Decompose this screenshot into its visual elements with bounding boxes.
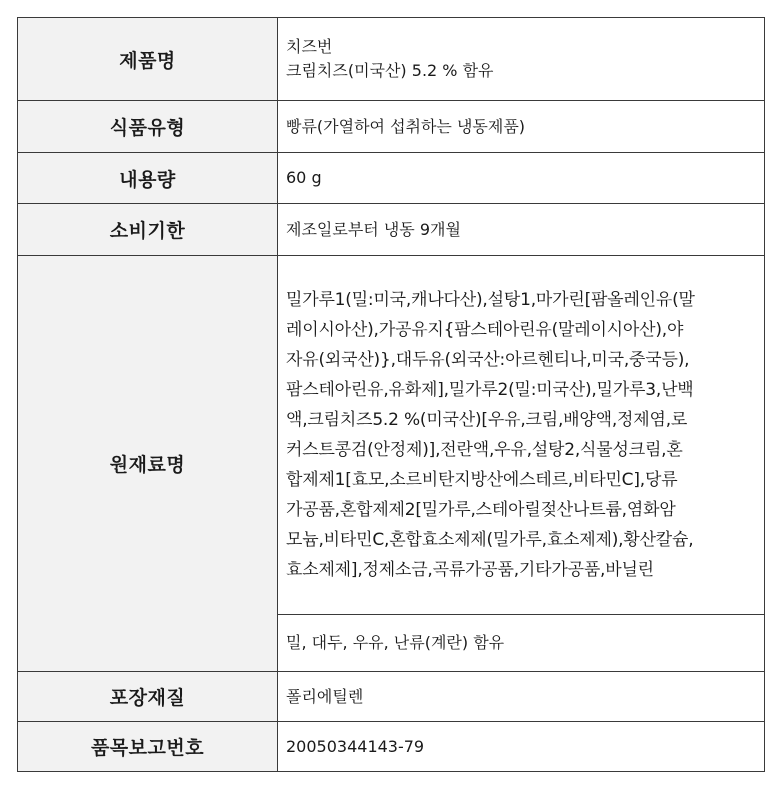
row-volume (18, 153, 765, 204)
value-packaging: 폴리에틸렌 (278, 672, 765, 722)
ingredients-line: 가공품,혼합제제2[밀가루,스테아릴젖산나트륨,염화암 (286, 500, 676, 520)
value-report-number: 20050344143-79 (278, 722, 765, 772)
label-volume: 내용량 (18, 153, 278, 204)
row-packaging (18, 672, 765, 722)
row-food-type (18, 101, 765, 153)
row-product-name (18, 18, 765, 101)
value-product-name (278, 18, 765, 101)
ingredients-line: 팜스테아린유,유화제],밀가루2(밀:미국산),밀가루3,난백 (286, 380, 694, 400)
row-report-number (18, 722, 765, 772)
value-food-type: 빵류(가열하여 섭취하는 냉동제품) (278, 101, 765, 153)
row-ingredients (18, 256, 765, 615)
product-name: 치즈번 (286, 37, 333, 56)
label-expiry: 소비기한 (18, 204, 278, 256)
label-report-number: 품목보고번호 (18, 722, 278, 772)
label-food-type: 식품유형 (18, 101, 278, 153)
value-expiry: 제조일로부터 냉동 9개월 (278, 204, 765, 256)
ingredients-line: 합제제1[효모,소르비탄지방산에스테르,비타민C],당류 (286, 470, 678, 490)
label-packaging: 포장재질 (18, 672, 278, 722)
ingredients-line: 모늄,비타민C,혼합효소제제(밀가루,효소제제),황산칼슘, (286, 530, 694, 550)
label-ingredients: 원재료명 (18, 256, 278, 672)
ingredients-line: 효소제제],정제소금,곡류가공품,기타가공품,바닐린 (286, 560, 654, 580)
value-volume: 60 g (278, 153, 765, 204)
label-product-name: 제품명 (18, 18, 278, 101)
ingredients-line: 레이시아산),가공유지{팜스테아린유(말레이시아산),야 (286, 320, 684, 340)
value-allergy: 밀, 대두, 우유, 난류(계란) 함유 (278, 615, 765, 672)
ingredients-line: 밀가루1(밀:미국,캐나다산),설탕1,마가린[팜올레인유(말 (286, 290, 695, 310)
ingredients-line: 자유(외국산)},대두유(외국산:아르헨티나,미국,중국등), (286, 350, 690, 370)
product-info-table (17, 17, 765, 772)
product-cheese-content: 크림치즈(미국산) 5.2 % 함유 (286, 61, 494, 80)
ingredients-line: 액,크림치즈5.2 %(미국산)[우유,크림,배양액,정제염,로 (286, 410, 688, 430)
ingredients-line: 커스트콩검(안정제)],전란액,우유,설탕2,식물성크림,혼 (286, 440, 683, 460)
row-expiry (18, 204, 765, 256)
value-ingredients (278, 256, 765, 615)
